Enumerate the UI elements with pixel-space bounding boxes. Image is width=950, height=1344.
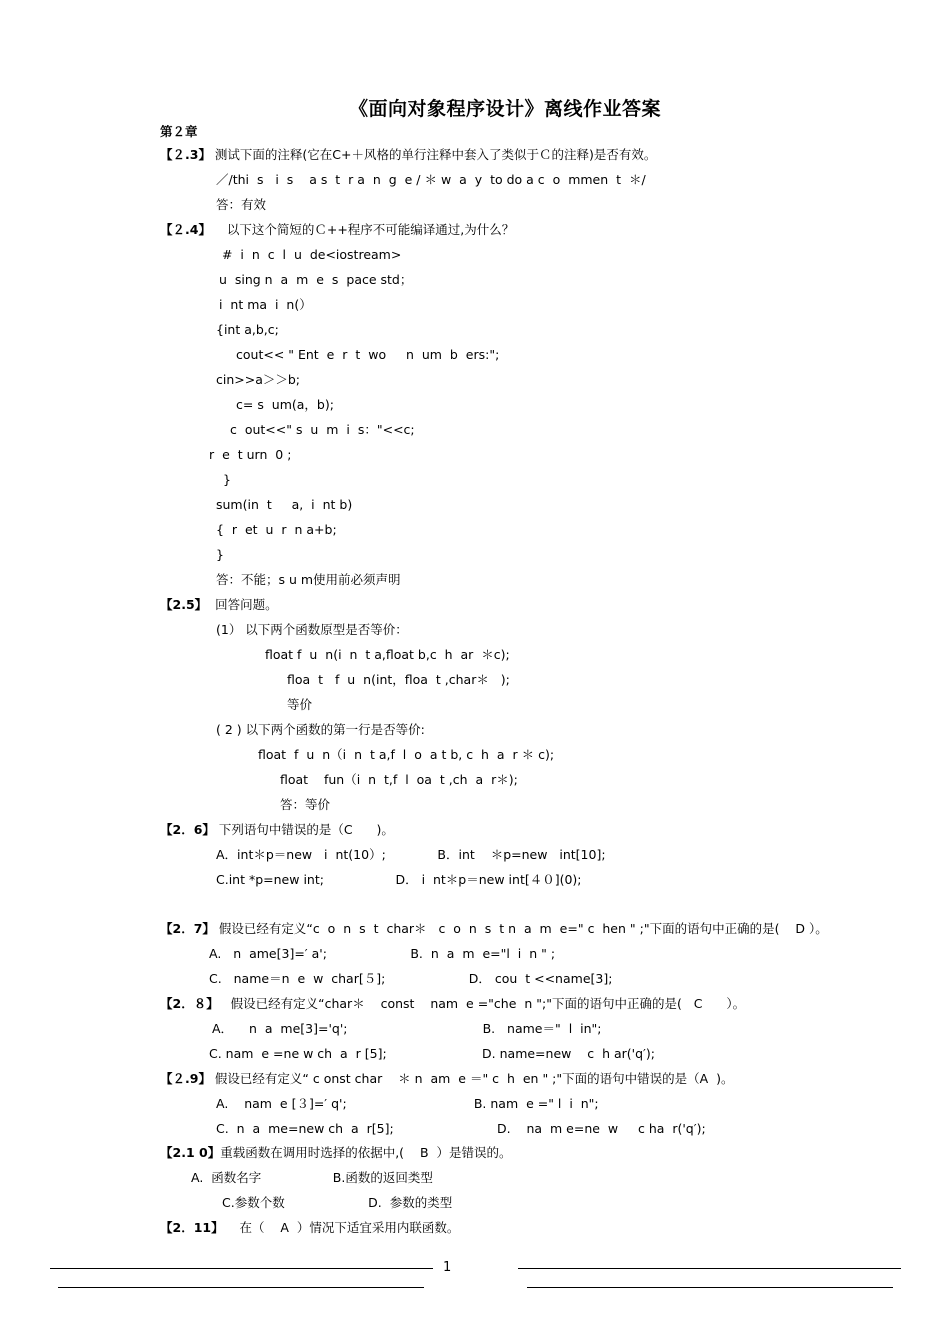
question-number: 【２.4】 — [160, 222, 211, 237]
question-2-9 — [160, 1071, 734, 1087]
question-2-11 — [160, 1220, 459, 1236]
option-line: A. nam e [３]=′ q'; B. nam e =" l i n"; — [216, 1096, 599, 1111]
question-2-10 — [160, 1145, 511, 1161]
code-line: {int a,b,c; — [216, 322, 279, 337]
question-text: 在（ A ）情况下适宜采用内联函数。 — [223, 1220, 460, 1235]
question-number: 【2．８】 — [160, 996, 219, 1011]
answer-line: 答：等价 — [280, 797, 331, 812]
question-2-6 — [160, 822, 394, 838]
code-line: i nt ma i n(） — [219, 297, 312, 312]
question-2-4 — [160, 222, 514, 238]
option-line: A. n ame[3]=′ a'; B. n a m e="l i n " ; — [209, 946, 556, 961]
option-line: A．int＊p＝new i nt(10）; B．int ＊p=new int[10]; — [216, 847, 606, 862]
question-text: 下列语句中错误的是（C )。 — [214, 822, 394, 837]
question-text: 假设已经有定义“c o n s t char＊ c o n s t n a m e=" c hen " ;"下面的语句中正确的是( D ）。 — [214, 921, 828, 936]
option-line: C. name＝n e w char[５]; D． cou t <<name[3]; — [209, 971, 613, 986]
option-line: C.int *p=new int; D． i nt＊p＝new int[４０](0); — [216, 872, 582, 887]
answer-line: 等价 — [287, 697, 313, 712]
code-line: float fun（i n t,f l oa t ,ch a r＊); — [280, 772, 518, 787]
code-line: } — [223, 472, 231, 487]
question-number: 【2.1 0】 — [160, 1145, 221, 1160]
code-line: float f u n(i n t a,float b,c h ar ＊c); — [265, 647, 510, 662]
question-2-3 — [160, 147, 656, 163]
question-text: 以下这个简短的Ｃ++程序不可能编译通过,为什么？ — [210, 222, 515, 237]
code-line: } — [216, 547, 224, 562]
question-number: 【2．11】 — [160, 1220, 224, 1235]
question-number: 【２.3】 — [160, 147, 211, 162]
question-number: 【２.9】 — [160, 1071, 211, 1086]
question-2-5 — [160, 597, 278, 613]
code-line: r e t urn 0 ; — [209, 447, 292, 462]
code-line: u sing n a m e s pace std； — [219, 272, 413, 287]
question-number: 【2．6】 — [160, 822, 215, 837]
option-line: A. 函数名字 B.函数的返回类型 — [191, 1170, 433, 1185]
code-line: c= s um(a，b); — [236, 397, 334, 412]
question-text: 重载函数在调用时选择的依据中,( B ）是错误的。 — [220, 1145, 512, 1160]
footer-rule — [518, 1268, 901, 1269]
question-number: 【2.5】 — [160, 597, 208, 612]
question-number: 【2．7】 — [160, 921, 215, 936]
code-line: ／/thi s i s a s t r a n g e / ＊ w a y to do a c o mmen t ＊/ — [216, 172, 646, 187]
question-2-8 — [160, 996, 745, 1012]
answer-line: 答：有效 — [216, 197, 267, 212]
sub-question: (1） 以下两个函数原型是否等价： — [216, 622, 408, 637]
chapter-heading: 第２章 — [160, 124, 198, 139]
question-text: 假设已经有定义“ c onst char ＊ n am e ＝" c h en " ;"下面的语句中错误的是（A )。 — [210, 1071, 734, 1086]
page-title: 《面向对象程序设计》离线作业答案 — [348, 98, 661, 120]
code-line: sum(in t a, i nt b) — [216, 497, 353, 512]
code-line: floa t f u n(int，floa t ,char＊ ); — [287, 672, 510, 687]
question-text: 回答问题。 — [207, 597, 278, 612]
footer-rule — [58, 1287, 424, 1288]
question-text: 假设已经有定义“char＊ const nam e ="che n ";"下面的语句中正确的是( C ）。 — [218, 996, 746, 1011]
page-number: 1 — [443, 1260, 452, 1275]
footer-rule — [527, 1287, 893, 1288]
code-line: # i n c l u de<iostream> — [222, 247, 402, 262]
answer-line: 答：不能；s u m使用前必须声明 — [216, 572, 401, 587]
code-line: cin>>a＞＞b; — [216, 372, 301, 387]
option-line: C. nam e =ne w ch a r [5]; D. name=new c h ar('q′); — [209, 1046, 655, 1061]
code-line: c out<<" s u m i s："<<c; — [230, 422, 415, 437]
option-line: C. n a me=new ch a r[5]; D. na m e=ne w c ha r('q′); — [216, 1121, 706, 1136]
sub-question: ( 2 ) 以下两个函数的第一行是否等价: — [216, 722, 425, 737]
code-line: float f u n（i n t a,f l o a t b, c h a r ＊ c); — [258, 747, 555, 762]
code-line: { r et u r n a+b; — [216, 522, 337, 537]
code-line: cout<< " Ent e r t wo n um b ers:"; — [236, 347, 500, 362]
option-line: C.参数个数 D. 参数的类型 — [222, 1195, 453, 1210]
question-2-7 — [160, 921, 828, 937]
option-line: A． n a me[3]='q'; B. name＝" l in"; — [212, 1021, 602, 1036]
footer-rule — [50, 1268, 433, 1269]
question-text: 测试下面的注释(它在C+＋风格的单行注释中套入了类似于Ｃ的注释)是否有效。 — [210, 147, 657, 162]
